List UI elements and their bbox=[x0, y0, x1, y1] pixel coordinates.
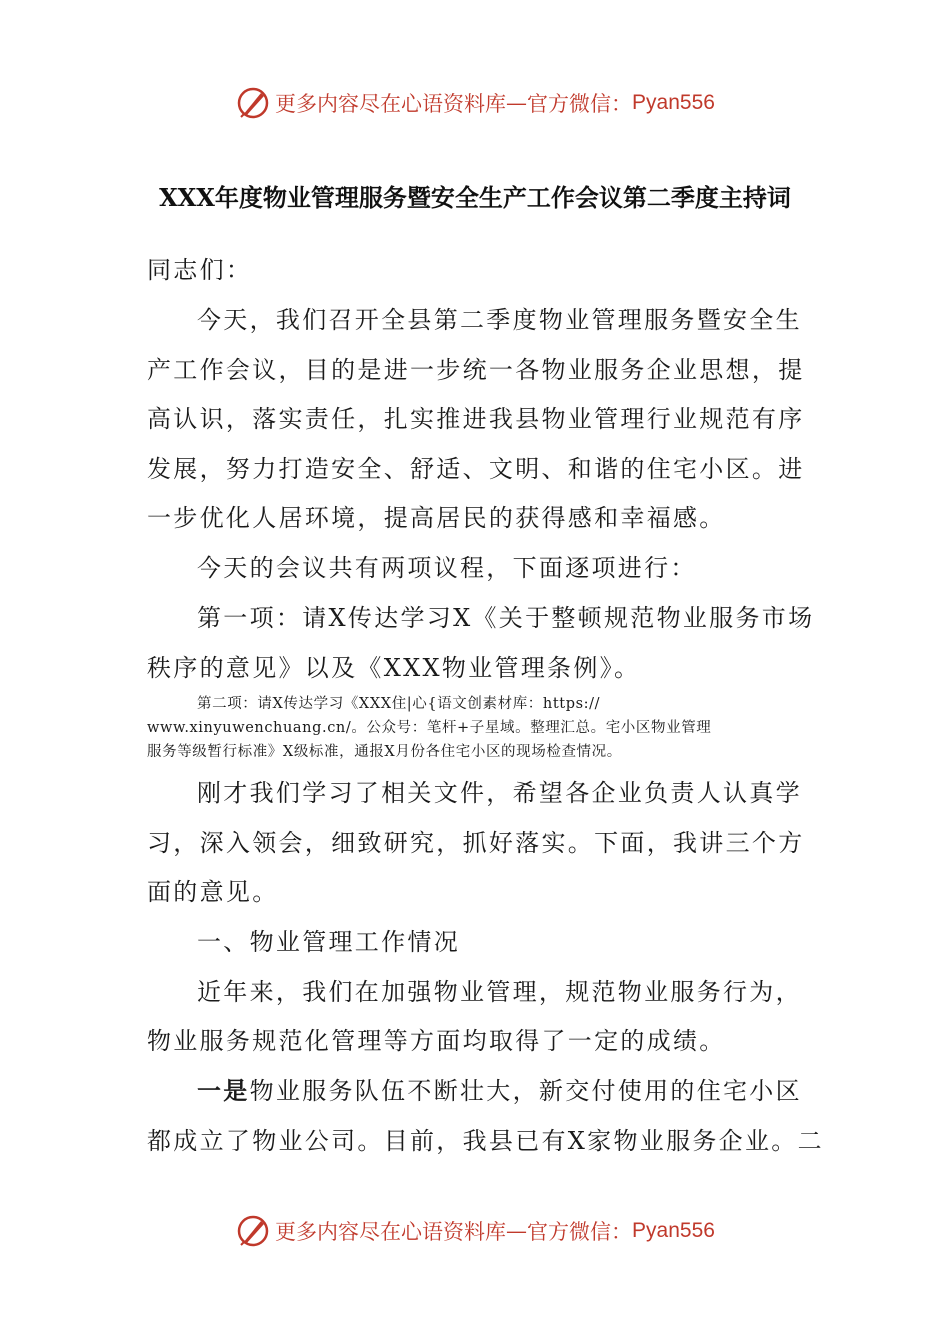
banner-text: 更多内容尽在心语资料库 bbox=[275, 1220, 507, 1244]
banner-wechat-id: Pyan556 bbox=[632, 91, 715, 114]
paragraph-line: 高认识，落实责任，扎实推进我县物业管理行业规范有序 bbox=[147, 405, 805, 433]
header-banner bbox=[0, 83, 950, 123]
paragraph-line: 产工作会议，目的是进一步统一各物业服务企业思想，提 bbox=[147, 356, 805, 384]
paragraph-line: 都成立了物业公司。目前，我县已有X家物业服务企业。二 bbox=[147, 1127, 824, 1155]
paragraph-line: 刚才我们学习了相关文件，希望各企业负责人认真学 bbox=[197, 779, 802, 807]
document-title: XXX年度物业管理服务暨安全生产工作会议第二季度主持词 bbox=[159, 183, 791, 212]
paragraph-line bbox=[197, 1076, 857, 1106]
banner-wechat-label: 官方微信： bbox=[527, 1220, 633, 1244]
banner-wechat-label: 官方微信： bbox=[527, 92, 633, 116]
paragraph-line: 今天，我们召开全县第二季度物业管理服务暨安全生 bbox=[197, 306, 802, 334]
paragraph-line-small: www.xinyuwenchuang.cn/。公众号：笔杆+子星域。整理汇总。宅小区物业管理 bbox=[147, 720, 712, 736]
banner-separator: — bbox=[506, 91, 528, 115]
paragraph-line: 发展，努力打造安全、舒适、文明、和谐的住宅小区。进 bbox=[147, 455, 805, 483]
emphasis-label: 一是 bbox=[197, 1076, 250, 1105]
paragraph-line-small: 第二项：请X传达学习《XXX住|心{语文创素材库：https:// bbox=[197, 696, 601, 712]
paragraph-line: 近年来，我们在加强物业管理，规范物业服务行为， bbox=[197, 978, 802, 1006]
paragraph-line: 面的意见。 bbox=[147, 878, 279, 906]
paragraph-line: 第一项：请X传达学习X《关于整顿规范物业服务市场 bbox=[197, 604, 815, 632]
paragraph-line-small: 服务等级暂行标准》X级标准，通报X月份各住宅小区的现场检查情况。 bbox=[147, 744, 622, 760]
paragraph-line: 秩序的意见》以及《XXX物业管理条例》。 bbox=[147, 654, 641, 682]
banner-text: 更多内容尽在心语资料库 bbox=[275, 92, 507, 116]
paragraph-line: 习，深入领会，细致研究，抓好落实。下面，我讲三个方 bbox=[147, 829, 805, 857]
paragraph-line: 今天的会议共有两项议程，下面逐项进行： bbox=[197, 554, 697, 582]
banner-separator: — bbox=[506, 1219, 528, 1243]
section-heading: 一、物业管理工作情况 bbox=[197, 928, 460, 956]
paragraph-line: 物业服务规范化管理等方面均取得了一定的成绩。 bbox=[147, 1027, 726, 1055]
paragraph-text: 物业服务队伍不断壮大，新交付使用的住宅小区 bbox=[249, 1077, 802, 1105]
quill-pen-logo-icon bbox=[235, 85, 271, 121]
footer-banner bbox=[0, 1211, 950, 1251]
paragraph-line: 一步优化人居环境，提高居民的获得感和幸福感。 bbox=[147, 504, 726, 532]
greeting: 同志们： bbox=[147, 256, 253, 284]
banner-wechat-id: Pyan556 bbox=[632, 1219, 715, 1242]
quill-pen-logo-icon bbox=[235, 1213, 271, 1249]
